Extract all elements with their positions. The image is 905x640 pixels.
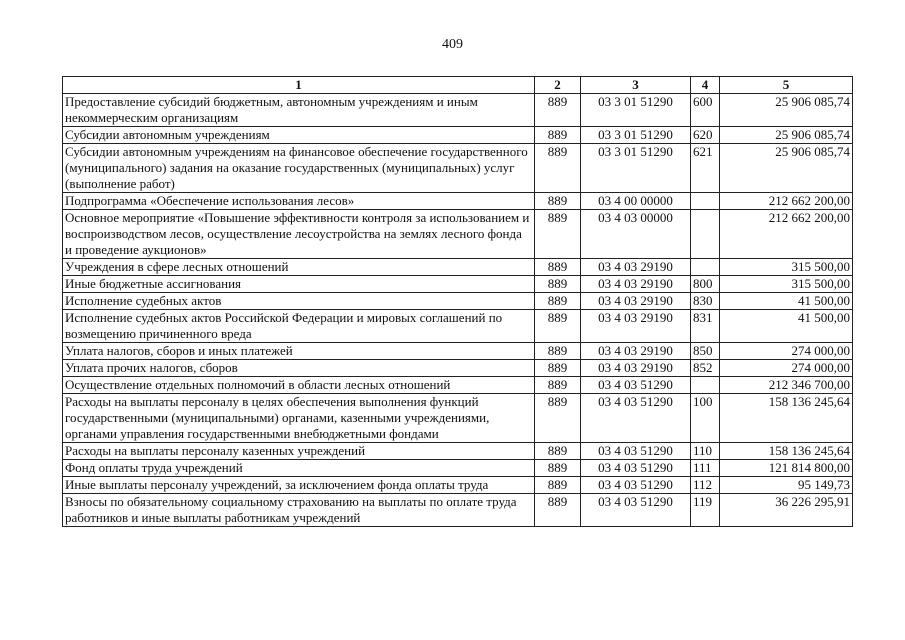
expense-type-cell: 111 xyxy=(691,460,720,477)
expense-type-cell: 852 xyxy=(691,360,720,377)
table-row xyxy=(63,193,853,210)
table-row xyxy=(63,259,853,276)
admin-code-cell: 889 xyxy=(535,144,581,193)
table-row xyxy=(63,276,853,293)
admin-code-cell: 889 xyxy=(535,460,581,477)
budget-table xyxy=(62,76,853,527)
expense-name-cell: Учреждения в сфере лесных отношений xyxy=(63,259,535,276)
target-article-cell: 03 4 03 29190 xyxy=(581,360,691,377)
table-row xyxy=(63,94,853,127)
amount-cell: 25 906 085,74 xyxy=(720,144,853,193)
table-row xyxy=(63,460,853,477)
admin-code-cell: 889 xyxy=(535,494,581,527)
target-article-cell: 03 4 00 00000 xyxy=(581,193,691,210)
admin-code-cell: 889 xyxy=(535,293,581,310)
expense-type-cell: 850 xyxy=(691,343,720,360)
table-row xyxy=(63,144,853,193)
expense-type-cell: 119 xyxy=(691,494,720,527)
amount-cell: 41 500,00 xyxy=(720,293,853,310)
amount-cell: 95 149,73 xyxy=(720,477,853,494)
admin-code-cell: 889 xyxy=(535,310,581,343)
target-article-cell: 03 4 03 51290 xyxy=(581,394,691,443)
expense-name-cell: Расходы на выплаты персоналу казенных учреждений xyxy=(63,443,535,460)
amount-cell: 274 000,00 xyxy=(720,343,853,360)
table-row xyxy=(63,343,853,360)
amount-cell: 41 500,00 xyxy=(720,310,853,343)
expense-type-cell: 112 xyxy=(691,477,720,494)
expense-type-cell: 830 xyxy=(691,293,720,310)
amount-cell: 212 662 200,00 xyxy=(720,210,853,259)
expense-name-cell: Фонд оплаты труда учреждений xyxy=(63,460,535,477)
admin-code-cell: 889 xyxy=(535,94,581,127)
amount-cell: 158 136 245,64 xyxy=(720,443,853,460)
table-row xyxy=(63,494,853,527)
expense-name-cell: Подпрограмма «Обеспечение использования лесов» xyxy=(63,193,535,210)
target-article-cell: 03 4 03 29190 xyxy=(581,293,691,310)
table-row xyxy=(63,443,853,460)
amount-cell: 212 346 700,00 xyxy=(720,377,853,394)
table-row xyxy=(63,293,853,310)
amount-cell: 315 500,00 xyxy=(720,259,853,276)
amount-cell: 158 136 245,64 xyxy=(720,394,853,443)
admin-code-cell: 889 xyxy=(535,477,581,494)
expense-type-cell: 800 xyxy=(691,276,720,293)
admin-code-cell: 889 xyxy=(535,343,581,360)
expense-type-cell: 620 xyxy=(691,127,720,144)
admin-code-cell: 889 xyxy=(535,377,581,394)
amount-cell: 121 814 800,00 xyxy=(720,460,853,477)
expense-name-cell: Исполнение судебных актов Российской Федерации и мировых соглашений по возмещению причиненного вреда xyxy=(63,310,535,343)
expense-type-cell: 110 xyxy=(691,443,720,460)
amount-cell: 25 906 085,74 xyxy=(720,94,853,127)
table-row xyxy=(63,477,853,494)
amount-cell: 36 226 295,91 xyxy=(720,494,853,527)
expense-type-cell: 600 xyxy=(691,94,720,127)
table-body xyxy=(63,94,853,527)
admin-code-cell: 889 xyxy=(535,259,581,276)
page-number: 409 xyxy=(442,37,463,52)
table-row xyxy=(63,127,853,144)
expense-type-cell xyxy=(691,377,720,394)
table-row xyxy=(63,377,853,394)
admin-code-cell: 889 xyxy=(535,360,581,377)
header-col-1: 1 xyxy=(63,77,535,94)
table-row xyxy=(63,360,853,377)
target-article-cell: 03 4 03 29190 xyxy=(581,343,691,360)
target-article-cell: 03 4 03 29190 xyxy=(581,276,691,293)
expense-name-cell: Взносы по обязательному социальному страхованию на выплаты по оплате труда работников и иные выплаты работникам учреждений xyxy=(63,494,535,527)
target-article-cell: 03 4 03 51290 xyxy=(581,377,691,394)
expense-name-cell: Уплата налогов, сборов и иных платежей xyxy=(63,343,535,360)
expense-name-cell: Основное мероприятие «Повышение эффективности контроля за использованием и воспроизводством лесов, осуществление лесоустройства на землях лесного фонда и проведение аукционов» xyxy=(63,210,535,259)
header-col-4: 4 xyxy=(691,77,720,94)
expense-name-cell: Расходы на выплаты персоналу в целях обеспечения выполнения функций государственными (муниципальными) органами, казенными учреждениями, органами управления государственными внебюджетными фондами xyxy=(63,394,535,443)
target-article-cell: 03 4 03 51290 xyxy=(581,443,691,460)
target-article-cell: 03 3 01 51290 xyxy=(581,144,691,193)
table-header-row xyxy=(63,77,853,94)
target-article-cell: 03 4 03 51290 xyxy=(581,477,691,494)
table-row xyxy=(63,310,853,343)
expense-type-cell: 100 xyxy=(691,394,720,443)
expense-type-cell: 621 xyxy=(691,144,720,193)
expense-type-cell xyxy=(691,259,720,276)
expense-type-cell: 831 xyxy=(691,310,720,343)
target-article-cell: 03 4 03 29190 xyxy=(581,310,691,343)
header-col-2: 2 xyxy=(535,77,581,94)
amount-cell: 25 906 085,74 xyxy=(720,127,853,144)
expense-name-cell: Предоставление субсидий бюджетным, автономным учреждениям и иным некоммерческим организациям xyxy=(63,94,535,127)
expense-name-cell: Субсидии автономным учреждениям на финансовое обеспечение государственного (муниципального) задания на оказание государственных (муниципальных) услуг (выполнение работ) xyxy=(63,144,535,193)
expense-name-cell: Иные бюджетные ассигнования xyxy=(63,276,535,293)
expense-name-cell: Иные выплаты персоналу учреждений, за исключением фонда оплаты труда xyxy=(63,477,535,494)
admin-code-cell: 889 xyxy=(535,443,581,460)
admin-code-cell: 889 xyxy=(535,276,581,293)
header-col-3: 3 xyxy=(581,77,691,94)
expense-type-cell xyxy=(691,210,720,259)
amount-cell: 212 662 200,00 xyxy=(720,193,853,210)
expense-type-cell xyxy=(691,193,720,210)
amount-cell: 315 500,00 xyxy=(720,276,853,293)
target-article-cell: 03 3 01 51290 xyxy=(581,94,691,127)
target-article-cell: 03 4 03 51290 xyxy=(581,460,691,477)
target-article-cell: 03 3 01 51290 xyxy=(581,127,691,144)
target-article-cell: 03 4 03 51290 xyxy=(581,494,691,527)
expense-name-cell: Субсидии автономным учреждениям xyxy=(63,127,535,144)
expense-name-cell: Исполнение судебных актов xyxy=(63,293,535,310)
target-article-cell: 03 4 03 29190 xyxy=(581,259,691,276)
expense-name-cell: Уплата прочих налогов, сборов xyxy=(63,360,535,377)
amount-cell: 274 000,00 xyxy=(720,360,853,377)
expense-name-cell: Осуществление отдельных полномочий в области лесных отношений xyxy=(63,377,535,394)
header-col-5: 5 xyxy=(720,77,853,94)
admin-code-cell: 889 xyxy=(535,210,581,259)
admin-code-cell: 889 xyxy=(535,193,581,210)
admin-code-cell: 889 xyxy=(535,127,581,144)
target-article-cell: 03 4 03 00000 xyxy=(581,210,691,259)
admin-code-cell: 889 xyxy=(535,394,581,443)
table-row xyxy=(63,210,853,259)
table-row xyxy=(63,394,853,443)
